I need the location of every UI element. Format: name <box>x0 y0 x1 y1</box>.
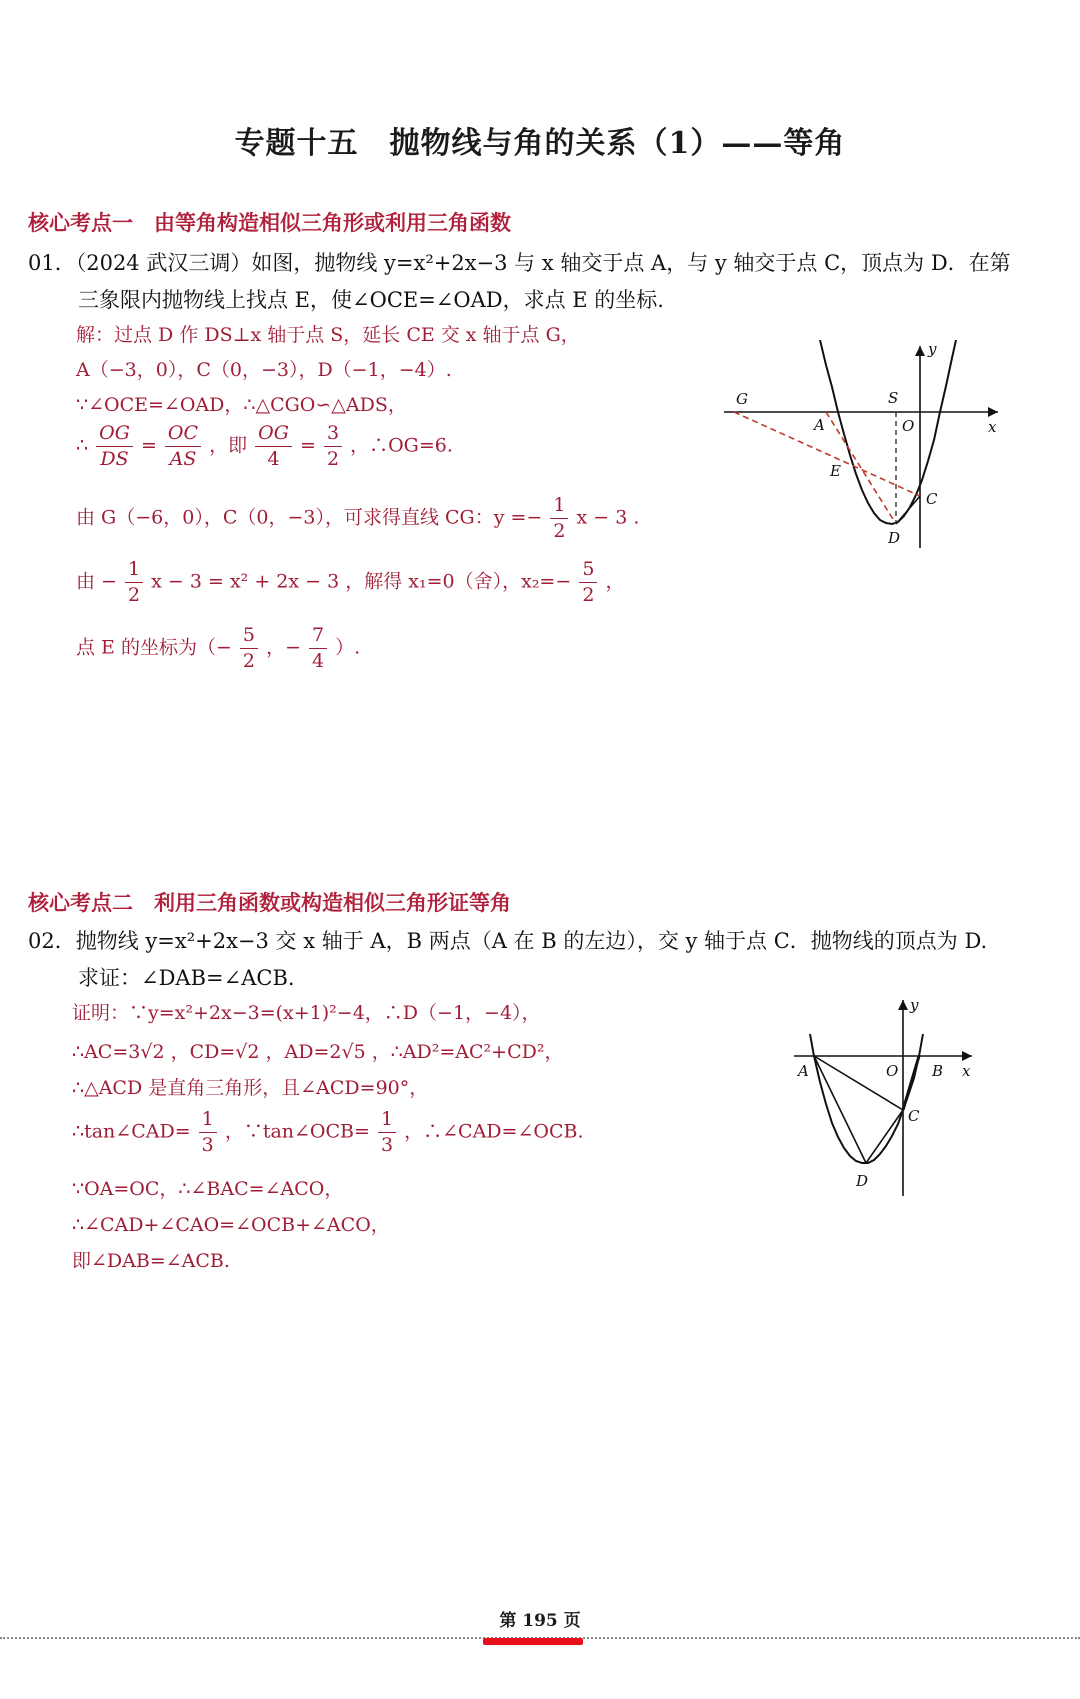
question-2-line-2: 求证：∠DAB=∠ACB. <box>78 966 295 990</box>
proof-line-1: 证明：∵y=x²+2x−3=(x+1)²−4，∴D（−1，−4）， <box>72 1002 541 1024</box>
label-b: B <box>932 1062 944 1080</box>
fraction-og-ds: $\frac{OG}{DS}$ <box>96 424 133 469</box>
solution-1-line-6: 由 − $\frac{1}{2}$ x − 3 = x² + 2x − 3 ，解得 x₁=0（舍），x₂=− $\frac{5}{2}$ ， <box>76 558 625 606</box>
proof-line-5: ∵OA=OC，∴∠BAC=∠ACO， <box>72 1178 344 1200</box>
label-y: y <box>928 340 937 358</box>
y-axis-arrow <box>915 346 925 356</box>
fraction-oc-as: $\frac{OC}{AS}$ <box>165 424 201 469</box>
label-x: x <box>962 1062 971 1080</box>
fraction-1-3-a: $\frac{1}{3}$ <box>199 1110 217 1155</box>
section-1-heading: 核心考点一 由等角构造相似三角形或利用三角函数 <box>28 211 511 235</box>
label-e: E <box>830 462 841 480</box>
proof-line-3: ∴△ACD 是直角三角形，且∠ACD=90°， <box>72 1077 429 1099</box>
solution-1-line-2: A（−3，0），C（0，−3），D（−1，−4）. <box>76 359 452 381</box>
label-c: C <box>908 1107 920 1125</box>
fraction-5-2-b: $\frac{5}{2}$ <box>240 626 258 671</box>
solution-1-line-3: ∵∠OCE=∠OAD，∴△CGO∽△ADS， <box>76 394 407 416</box>
label-y: y <box>910 996 919 1014</box>
section-2-heading: 核心考点二 利用三角函数或构造相似三角形证等角 <box>28 891 511 915</box>
label-o: O <box>886 1062 899 1080</box>
label-a: A <box>814 416 825 434</box>
fraction-1-2-a: $\frac{1}{2}$ <box>550 496 568 541</box>
solution-1-line-7: 点 E 的坐标为（− $\frac{5}{2}$ ，− $\frac{7}{4}$ ）. <box>76 624 361 672</box>
label-d: D <box>888 529 901 547</box>
figure-1-parabola <box>716 340 1006 555</box>
solution-1-line-5: 由 G（−6，0），C（0，−3），可求得直线 CG：y =− $\frac{1}{2}$ x − 3 . <box>76 494 640 542</box>
y-axis-arrow <box>898 1000 908 1010</box>
solution-1-line-1: 解：过点 D 作 DS⊥x 轴于点 S，延长 CE 交 x 轴于点 G， <box>76 324 580 346</box>
proof-line-4: ∴tan∠CAD= $\frac{1}{3}$ ，∵tan∠OCB= $\frac{1}{3}$ ，∴∠CAD=∠OCB. <box>72 1108 584 1156</box>
label-d: D <box>856 1172 869 1190</box>
page-title: 专题十五 抛物线与角的关系（1）——等角 <box>234 126 846 161</box>
x-axis-arrow <box>962 1051 972 1061</box>
segment-dc <box>866 1110 903 1163</box>
fraction-1-3-b: $\frac{1}{3}$ <box>378 1110 396 1155</box>
question-1-line-1: 01．（2024 武汉三调）如图，抛物线 y=x²+2x−3 与 x 轴交于点 A，与 y 轴交于点 C，顶点为 D．在第 <box>28 251 1011 275</box>
label-c: C <box>926 490 938 508</box>
label-o: O <box>902 417 915 435</box>
fraction-3-2: $\frac{3}{2}$ <box>324 424 342 469</box>
segment-dc <box>896 496 920 524</box>
x-axis-arrow <box>988 407 998 417</box>
proof-line-2: ∴AC=3√2 ，CD=√2 ，AD=2√5 ，∴AD²=AC²+CD²， <box>72 1041 564 1063</box>
proof-line-6: ∴∠CAD+∠CAO=∠OCB+∠ACO， <box>72 1214 390 1236</box>
fraction-1-2-b: $\frac{1}{2}$ <box>125 560 143 605</box>
fraction-og-4: $\frac{OG}{4}$ <box>255 424 292 469</box>
figure-2-parabola <box>786 996 976 1204</box>
page-number: 第 195 页 <box>499 1611 581 1631</box>
label-a: A <box>798 1062 809 1080</box>
proof-line-7: 即∠DAB=∠ACB. <box>72 1250 230 1272</box>
fraction-7-4: $\frac{7}{4}$ <box>309 626 327 671</box>
line-cg-dashed <box>734 412 920 496</box>
solution-1-line-4: ∴ $\frac{OG}{DS}$ = $\frac{OC}{AS}$ ，即 $\frac{OG}{4}$ = $\frac{3}{2}$ ，∴OG=6. <box>76 422 453 470</box>
label-g: G <box>736 390 748 408</box>
segment-cb <box>903 1056 919 1110</box>
question-2-line-1: 02．抛物线 y=x²+2x−3 交 x 轴于 A，B 两点（A 在 B 的左边），交 y 轴于点 C．抛物线的顶点为 D. <box>28 929 988 953</box>
label-s: S <box>888 389 899 407</box>
fraction-5-2-a: $\frac{5}{2}$ <box>579 560 597 605</box>
footer-accent-bar <box>483 1638 583 1645</box>
question-1-line-2: 三象限内抛物线上找点 E，使∠OCE=∠OAD，求点 E 的坐标. <box>78 288 664 312</box>
label-x: x <box>988 418 997 436</box>
